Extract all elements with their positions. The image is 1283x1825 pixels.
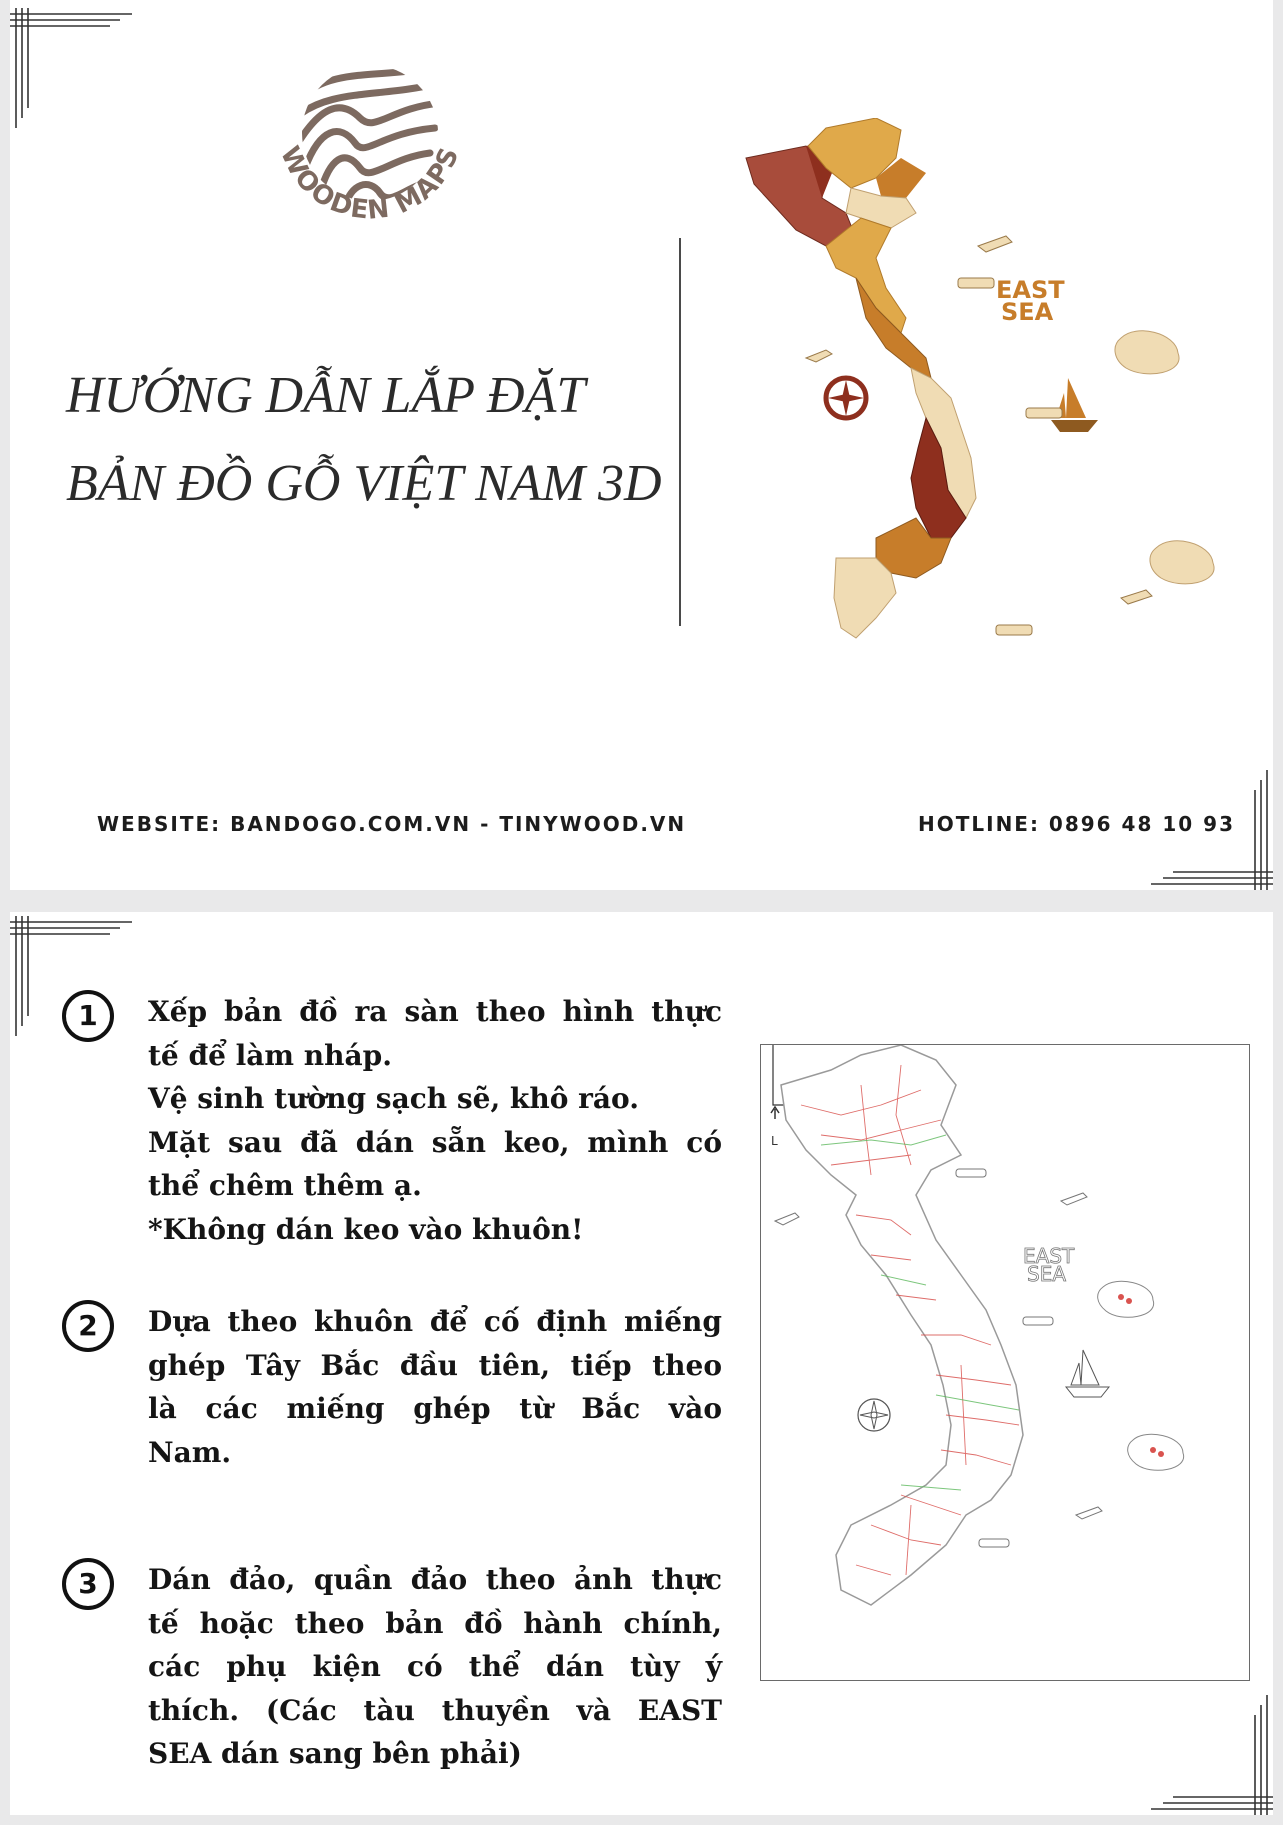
step-line: thể chêm thêm ạ. (148, 1169, 422, 1202)
step-line: SEA dán sang bên phải) (148, 1737, 522, 1770)
page-title (66, 352, 686, 528)
template-map-image (760, 1044, 1250, 1681)
step-line: tế hoặc theo bản đồ hành chính, (148, 1606, 722, 1640)
step-text (148, 990, 722, 1251)
template-east-sea-line1: EAST (1023, 1244, 1075, 1268)
east-sea-label-line1: EAST (996, 276, 1065, 304)
step-line: *Không dán keo vào khuôn! (148, 1212, 584, 1246)
vertical-divider (679, 238, 681, 626)
step-number-badge: 2 (62, 1300, 114, 1352)
corner-ornament-top-left (10, 8, 140, 138)
step-line: Dán đảo, quần đảo theo ảnh thực (148, 1563, 722, 1596)
step-line: là các miếng ghép từ Bắc vào (148, 1392, 722, 1425)
hotline-footer: HOTLINE: 0896 48 10 93 (918, 812, 1235, 836)
step-number-badge: 3 (62, 1558, 114, 1610)
step-line: Vệ sinh tường sạch sẽ, khô ráo. (148, 1082, 639, 1115)
step-text (148, 1558, 722, 1776)
step-line: Mặt sau đã dán sẵn keo, mình có (148, 1125, 722, 1159)
east-sea-label-line2: SEA (1001, 298, 1054, 326)
step-line: Xếp bản đồ ra sàn theo hình thực (148, 995, 722, 1028)
cover-page (10, 0, 1273, 890)
step-line: ghép Tây Bắc đầu tiên, tiếp theo (148, 1348, 722, 1382)
logo-text: WOODEN MAPS (274, 141, 466, 226)
step-line: thích. (Các tàu thuyền và EAST (148, 1693, 722, 1727)
step-number-badge: 1 (62, 990, 114, 1042)
template-east-sea-line2: SEA (1027, 1262, 1067, 1286)
step-line: Nam. (148, 1435, 232, 1469)
template-arrow-label: L (771, 1134, 778, 1148)
title-line-2: BẢN ĐỒ GỖ VIỆT NAM 3D (66, 455, 662, 512)
corner-ornament-bottom-right (1143, 760, 1273, 890)
wooden-vietnam-map-image (726, 118, 1246, 708)
step-line: các phụ kiện có thể dán tùy ý (148, 1650, 722, 1683)
website-footer: WEBSITE: BANDOGO.COM.VN - TINYWOOD.VN (97, 812, 687, 836)
step-line: Dựa theo khuôn để cố định miếng (148, 1305, 722, 1338)
corner-ornament-bottom-right (1143, 1685, 1273, 1815)
instructions-page (10, 912, 1273, 1815)
step-text (148, 1300, 722, 1474)
wooden-maps-logo (260, 58, 480, 258)
title-line-1: HƯỚNG DẪN LẮP ĐẶT (66, 367, 586, 424)
step-line: tế để làm nháp. (148, 1038, 392, 1072)
